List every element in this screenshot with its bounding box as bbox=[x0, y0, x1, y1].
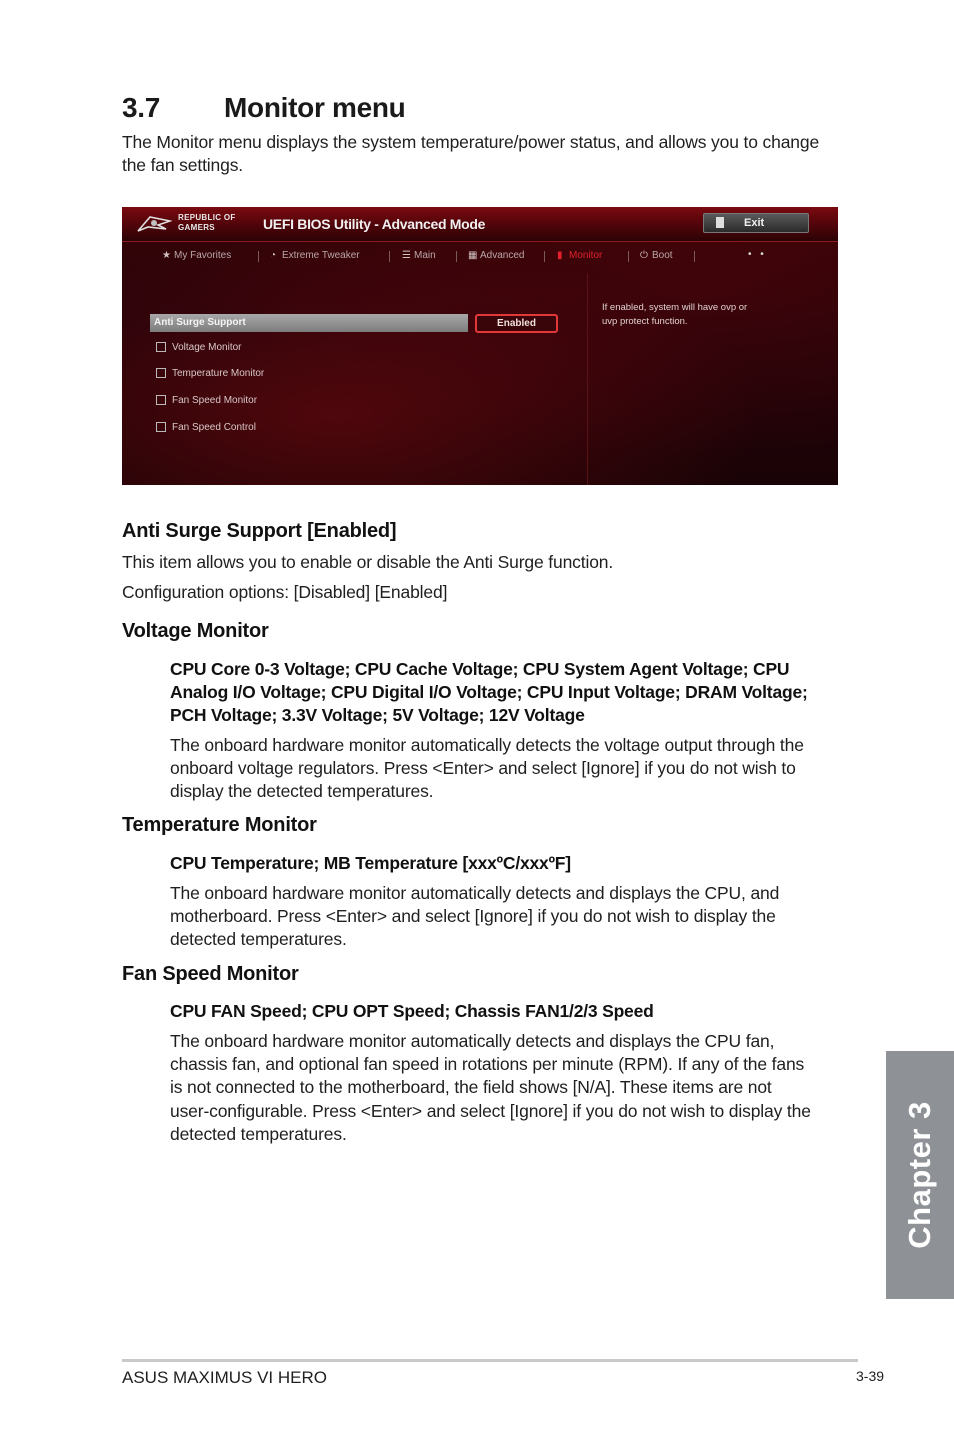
gauge-icon: ◔ bbox=[270, 250, 277, 261]
fan-desc-line-1: The onboard hardware monitor automatically detects and displays the CPU fan, bbox=[170, 1031, 775, 1051]
fan-desc-line-2: chassis fan, and optional fan speed in rotations per minute (RPM). If any of the fans bbox=[170, 1054, 805, 1074]
tab-label: Boot bbox=[652, 250, 673, 261]
footer-rule bbox=[122, 1359, 858, 1362]
fan-heading: Fan Speed Monitor bbox=[122, 963, 299, 985]
tab-main[interactable] bbox=[402, 250, 436, 261]
door-icon bbox=[716, 217, 724, 228]
fan-items: CPU FAN Speed; CPU OPT Speed; Chassis FAN1/2/3 Speed bbox=[170, 1001, 654, 1021]
anti-surge-heading: Anti Surge Support [Enabled] bbox=[122, 520, 397, 542]
submenu-icon bbox=[156, 395, 166, 405]
tab-label: Extreme Tweaker bbox=[282, 250, 360, 261]
help-divider bbox=[587, 273, 588, 485]
bios-menu-bar bbox=[122, 245, 838, 267]
brand-line-1: REPUBLIC OF bbox=[178, 213, 236, 222]
item-label: Anti Surge Support bbox=[154, 317, 246, 328]
chapter-tab-label: Chapter 3 bbox=[902, 1101, 937, 1249]
voltage-items-line-3: PCH Voltage; 3.3V Voltage; 5V Voltage; 12V Voltage bbox=[170, 705, 585, 725]
item-label: Voltage Monitor bbox=[172, 342, 242, 353]
tab-extreme-tweaker[interactable] bbox=[270, 250, 360, 261]
voltage-items-line-1: CPU Core 0-3 Voltage; CPU Cache Voltage; CPU System Agent Voltage; CPU bbox=[170, 659, 790, 679]
fan-desc-line-5: detected temperatures. bbox=[170, 1124, 347, 1144]
tab-boot[interactable] bbox=[640, 250, 673, 261]
star-icon: ★ bbox=[162, 250, 171, 261]
power-icon: ⏻ bbox=[640, 250, 648, 261]
menu-separator bbox=[389, 251, 390, 262]
anti-surge-desc: This item allows you to enable or disable the Anti Surge function. bbox=[122, 552, 614, 572]
bios-brand bbox=[178, 213, 236, 233]
tab-advanced[interactable] bbox=[468, 250, 524, 261]
more-dots-icon[interactable]: • • bbox=[748, 249, 767, 260]
temperature-desc-line-1: The onboard hardware monitor automatically detects and displays the CPU, and bbox=[170, 883, 780, 903]
intro-line-2: the fan settings. bbox=[122, 155, 244, 175]
menu-separator bbox=[258, 251, 259, 262]
temperature-desc-line-2: motherboard. Press <Enter> and select [Ignore] if you do not wish to display the bbox=[170, 906, 776, 926]
bios-screenshot bbox=[122, 207, 838, 485]
brand-line-2: GAMERS bbox=[178, 223, 215, 232]
tab-label: Main bbox=[414, 250, 436, 261]
monitor-icon: ▮ bbox=[557, 250, 563, 261]
exit-button[interactable] bbox=[703, 213, 809, 233]
anti-surge-options: Configuration options: [Disabled] [Enabled] bbox=[122, 582, 448, 602]
fan-desc-line-3: is not connected to the motherboard, the field shows [N/A]. These items are not bbox=[170, 1077, 772, 1097]
intro-line-1: The Monitor menu displays the system temperature/power status, and allows you to change bbox=[122, 132, 820, 152]
tab-label: My Favorites bbox=[174, 250, 232, 261]
tab-label: Monitor bbox=[569, 250, 603, 261]
menu-separator bbox=[694, 251, 695, 262]
menu-separator bbox=[544, 251, 545, 262]
section-number: 3.7 bbox=[122, 92, 161, 123]
fan-desc-line-4: user-configurable. Press <Enter> and select [Ignore] if you do not wish to display the bbox=[170, 1101, 811, 1121]
temperature-items: CPU Temperature; MB Temperature [xxxºC/xxxºF] bbox=[170, 853, 571, 873]
voltage-desc-line-2: onboard voltage regulators. Press <Enter> and select [Ignore] if you do not wish to bbox=[170, 758, 796, 778]
item-label: Temperature Monitor bbox=[172, 368, 265, 379]
temperature-heading: Temperature Monitor bbox=[122, 814, 317, 836]
voltage-items-line-2: Analog I/O Voltage; CPU Digital I/O Voltage; CPU Input Voltage; DRAM Voltage; bbox=[170, 682, 808, 702]
menu-separator bbox=[628, 251, 629, 262]
anti-surge-value-button[interactable]: Enabled bbox=[475, 314, 558, 333]
submenu-icon bbox=[156, 368, 166, 378]
item-label: Fan Speed Control bbox=[172, 422, 256, 433]
item-label: Fan Speed Monitor bbox=[172, 395, 258, 406]
help-text bbox=[602, 301, 822, 329]
footer-page-number: 3-39 bbox=[856, 1368, 885, 1384]
tab-monitor[interactable] bbox=[557, 250, 602, 261]
temperature-desc-line-3: detected temperatures. bbox=[170, 929, 347, 949]
voltage-desc-line-3: display the detected temperatures. bbox=[170, 781, 434, 801]
voltage-heading: Voltage Monitor bbox=[122, 620, 269, 642]
grid-icon: ▦ bbox=[468, 250, 478, 261]
help-line-1: If enabled, system will have ovp or bbox=[602, 302, 748, 313]
submenu-icon bbox=[156, 422, 166, 432]
list-icon: ☰ bbox=[402, 250, 411, 261]
section-heading: Monitor menu bbox=[224, 92, 406, 123]
chapter-tab bbox=[886, 1051, 954, 1299]
rog-logo-icon bbox=[136, 213, 172, 235]
section-title bbox=[122, 92, 406, 124]
footer-product: ASUS MAXIMUS VI HERO bbox=[122, 1368, 327, 1387]
bios-window-title: UEFI BIOS Utility - Advanced Mode bbox=[263, 216, 486, 232]
tab-label: Advanced bbox=[480, 250, 525, 261]
voltage-desc-line-1: The onboard hardware monitor automatically detects the voltage output through the bbox=[170, 735, 804, 755]
submenu-icon bbox=[156, 342, 166, 352]
exit-label: Exit bbox=[744, 217, 765, 229]
help-line-2: uvp protect function. bbox=[602, 316, 688, 327]
bios-item-anti-surge[interactable] bbox=[150, 314, 468, 332]
menu-separator bbox=[456, 251, 457, 262]
tab-my-favorites[interactable] bbox=[162, 250, 231, 261]
